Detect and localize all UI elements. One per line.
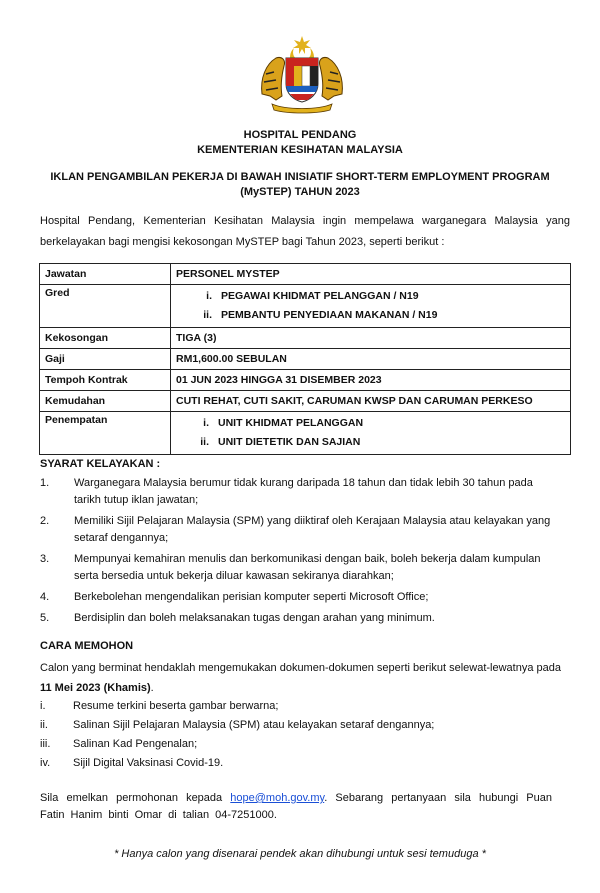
advert-title-line2: (MySTEP) TAHUN 2023 — [240, 186, 360, 198]
list-item: 2. Memiliki Sijil Pelajaran Malaysia (SPM) yang diiktiraf oleh Kerajaan Malaysia atau kelayakan yang setaraf dengannya; — [40, 515, 551, 544]
table-row — [40, 391, 571, 412]
tempoh-label: Tempoh Kontrak — [40, 370, 171, 391]
penempatan-item: i. UNIT KHIDMAT PELANGGAN — [203, 417, 364, 429]
gred-label: Gred — [40, 285, 171, 328]
table-row — [40, 370, 571, 391]
kemudahan-value: CUTI REHAT, CUTI SAKIT, CARUMAN KWSP DAN CARUMAN PERKESO — [171, 391, 571, 412]
footnote: * Hanya calon yang disenarai pendek akan dihubungi untuk sesi temuduga * — [114, 848, 486, 860]
syarat-list — [40, 475, 560, 631]
hospital-name: HOSPITAL PENDANG — [243, 129, 357, 141]
email-link[interactable]: hope@moh.gov.my — [230, 792, 325, 804]
gred-item: i. PEGAWAI KHIDMAT PELANGGAN / N19 — [206, 290, 419, 302]
cara-intro — [40, 658, 564, 698]
contact-paragraph — [40, 790, 552, 824]
table-row — [40, 328, 571, 349]
kemudahan-label: Kemudahan — [40, 391, 171, 412]
list-item: 5. Berdisiplin dan boleh melaksanakan tugas dengan arahan yang minimum. — [40, 612, 435, 624]
documents-list — [40, 697, 560, 773]
gaji-value: RM1,600.00 SEBULAN — [171, 349, 571, 370]
gred-value — [171, 285, 571, 328]
table-row — [40, 412, 571, 455]
list-item: iii. Salinan Kad Pengenalan; — [40, 738, 198, 750]
syarat-heading: SYARAT KELAYAKAN : — [40, 458, 161, 470]
contact-prefix: Sila emelkan permohonan kepada — [40, 792, 223, 804]
ministry-name: KEMENTERIAN KESIHATAN MALAYSIA — [197, 144, 403, 156]
list-item: 4. Berkebolehan mengendalikan perisian komputer seperti Microsoft Office; — [40, 591, 429, 603]
deadline-date: 11 Mei 2023 (Khamis) — [40, 682, 151, 694]
penempatan-value — [171, 412, 571, 455]
cara-intro-text: Calon yang berminat hendaklah mengemukakan dokumen-dokumen seperti berikut selewat-lewatnya pada — [40, 662, 561, 674]
tempoh-value: 01 JUN 2023 HINGGA 31 DISEMBER 2023 — [171, 370, 571, 391]
advert-title — [0, 170, 600, 200]
kekosongan-label: Kekosongan — [40, 328, 171, 349]
gred-item: ii. PEMBANTU PENYEDIAAN MAKANAN / N19 — [203, 309, 438, 321]
cara-heading: CARA MEMOHON — [40, 640, 134, 652]
coat-of-arms-icon — [256, 34, 348, 114]
list-item: iv. Sijil Digital Vaksinasi Covid-19. — [40, 757, 224, 769]
list-item: i. Resume terkini beserta gambar berwarna; — [40, 700, 279, 712]
table-row — [40, 285, 571, 328]
contact-suffix: . Sebarang pertanyaan sila hubungi Puan Fatin Hanim binti Omar di talian 04-7251000. — [40, 792, 552, 821]
list-item: ii. Salinan Sijil Pelajaran Malaysia (SPM) atau kelayakan setaraf dengannya; — [40, 719, 435, 731]
job-info-table — [39, 263, 571, 455]
deadline-suffix: . — [150, 682, 154, 694]
penempatan-item: ii. UNIT DIETETIK DAN SAJIAN — [200, 436, 361, 448]
gaji-label: Gaji — [40, 349, 171, 370]
kekosongan-value: TIGA (3) — [171, 328, 571, 349]
advert-title-line1: IKLAN PENGAMBILAN PEKERJA DI BAWAH INISIATIF SHORT-TERM EMPLOYMENT PROGRAM — [50, 171, 550, 183]
table-row — [40, 349, 571, 370]
list-item: 3. Mempunyai kemahiran menulis dan berkomunikasi dengan baik, boleh bekerja dalam kumpulan serta bersedia untuk bekerja diluar kawasan sekiranya diarahkan; — [40, 553, 541, 582]
list-item: 1. Warganegara Malaysia berumur tidak kurang daripada 18 tahun dan tidak lebih 30 tahun pada tarikh tutup iklan jawatan; — [40, 477, 533, 506]
header-block — [0, 128, 600, 158]
table-row — [40, 264, 571, 285]
jawatan-label: Jawatan — [40, 264, 171, 285]
intro-paragraph: Hospital Pendang, Kementerian Kesihatan Malaysia ingin mempelawa warganegara Malaysia yang berkelayakan bagi mengisi kekosongan MySTEP bagi Tahun 2023, seperti berikut : — [40, 215, 570, 248]
penempatan-label: Penempatan — [40, 412, 171, 455]
jawatan-value: PERSONEL MYSTEP — [171, 264, 571, 285]
